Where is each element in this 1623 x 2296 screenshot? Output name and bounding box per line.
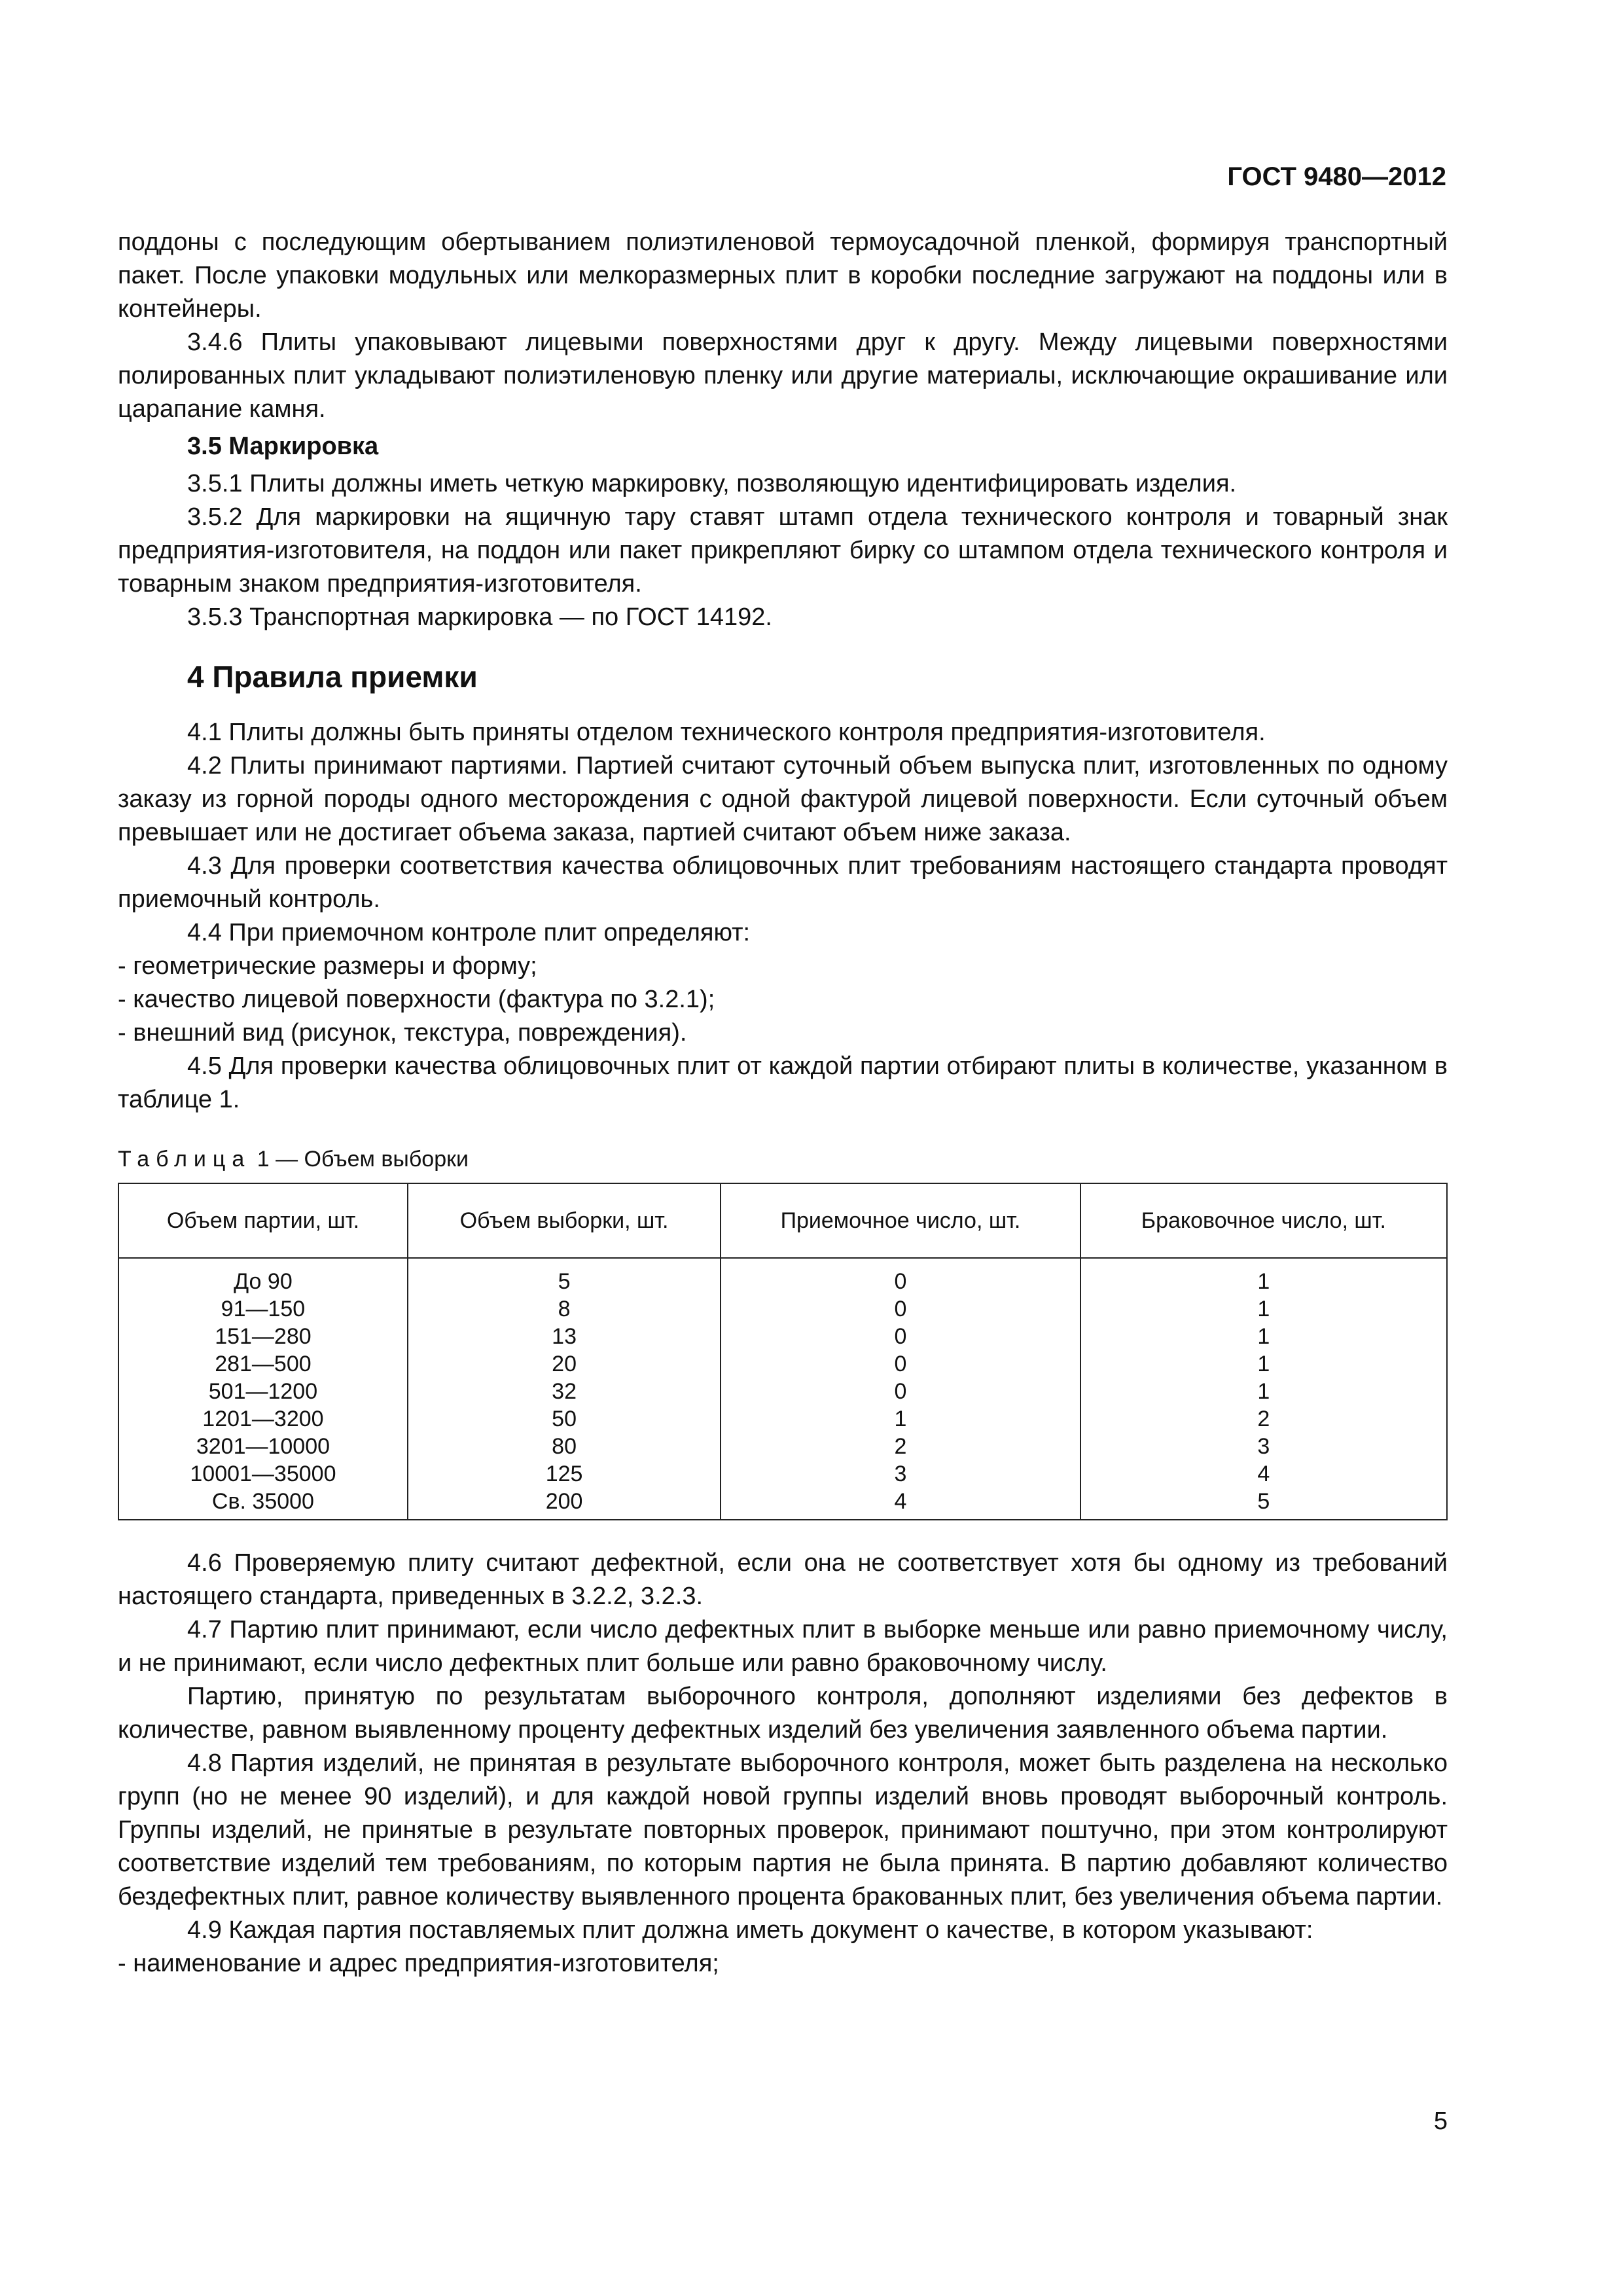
section-title: 4 Правила приемки bbox=[187, 660, 478, 694]
table-row bbox=[118, 1488, 1447, 1520]
table-cell: 1 bbox=[1080, 1258, 1447, 1295]
table-cell: 4 bbox=[1080, 1460, 1447, 1488]
table-header-cell: Браковочное число, шт. bbox=[1080, 1183, 1447, 1258]
table-cell: 32 bbox=[408, 1378, 721, 1405]
table-header-cell: Объем партии, шт. bbox=[118, 1183, 408, 1258]
table-caption bbox=[118, 1143, 1448, 1176]
paragraph: 4.1 Плиты должны быть приняты отделом технического контроля предприятия-изготовителя. bbox=[187, 719, 1266, 746]
paragraph: 4.5 Для проверки качества облицовочных плит от каждой партии отбирают плиты в количестве, указанном в таблице 1. bbox=[118, 1052, 1448, 1113]
table-cell: 281—500 bbox=[118, 1350, 408, 1378]
table-cell: 0 bbox=[721, 1350, 1080, 1378]
list-item: - качество лицевой поверхности (фактура по 3.2.1); bbox=[118, 986, 715, 1013]
list-item: - наименование и адрес предприятия-изготовителя; bbox=[118, 1950, 719, 1977]
table-cell: 200 bbox=[408, 1488, 721, 1520]
table-cell: 1 bbox=[1080, 1323, 1447, 1350]
table-cell: 151—280 bbox=[118, 1323, 408, 1350]
table-cell: 5 bbox=[408, 1258, 721, 1295]
paragraph: 4.9 Каждая партия поставляемых плит должна иметь документ о качестве, в котором указывают: bbox=[187, 1916, 1313, 1944]
table-cell: 1 bbox=[721, 1405, 1080, 1433]
document-id-header: ГОСТ 9480—2012 bbox=[1227, 162, 1446, 191]
table-cell: 13 bbox=[408, 1323, 721, 1350]
table-row bbox=[118, 1258, 1447, 1295]
table-cell: 5 bbox=[1080, 1488, 1447, 1520]
table-row bbox=[118, 1405, 1447, 1433]
page-content bbox=[118, 226, 1448, 1981]
table-caption-label: Таблица bbox=[118, 1147, 251, 1172]
table-cell: 125 bbox=[408, 1460, 721, 1488]
paragraph: 4.2 Плиты принимают партиями. Партией считают суточный объем выпуска плит, изготовленных по одному заказу из горной породы одного месторождения с одной фактурой лицевой поверхности. Если суточный объем превышает или не достигает объема заказа, партией считают объем ниже заказа. bbox=[118, 752, 1448, 846]
paragraph: 4.8 Партия изделий, не принятая в результате выборочного контроля, может быть разделена на несколько групп (но не менее 90 изделий), и для каждой новой группы изделий вновь проводят выборочный контроль. Группы изделий, не принятые в результате повторных проверок, принимают поштучно, при этом контролируют соответствие изделий тем требованиям, по которым партия не была принята. В партию добавляют количество бездефектных плит, равное количеству выявленного процента бракованных плит, без увеличения объема партии. bbox=[118, 1749, 1448, 1910]
table-cell: 10001—35000 bbox=[118, 1460, 408, 1488]
table-cell: 0 bbox=[721, 1378, 1080, 1405]
table-cell: 0 bbox=[721, 1295, 1080, 1323]
table-row bbox=[118, 1460, 1447, 1488]
table-cell: 1 bbox=[1080, 1350, 1447, 1378]
paragraph: 3.4.6 Плиты упаковывают лицевыми поверхностями друг к другу. Между лицевыми поверхностями полированных плит укладывают полиэтиленовую пленку или другие материалы, исключающие окрашивание или царапание камня. bbox=[118, 329, 1448, 423]
table-cell: 501—1200 bbox=[118, 1378, 408, 1405]
table-cell: 3201—10000 bbox=[118, 1433, 408, 1460]
table-caption-text: 1 — Объем выборки bbox=[251, 1147, 469, 1172]
table-cell: 8 bbox=[408, 1295, 721, 1323]
table-row bbox=[118, 1323, 1447, 1350]
list-item: - геометрические размеры и форму; bbox=[118, 952, 537, 980]
sample-size-table bbox=[118, 1183, 1448, 1520]
list-item: - внешний вид (рисунок, текстура, повреждения). bbox=[118, 1019, 687, 1047]
table-row bbox=[118, 1433, 1447, 1460]
table-header-cell: Приемочное число, шт. bbox=[721, 1183, 1080, 1258]
table-cell: 3 bbox=[721, 1460, 1080, 1488]
table-cell: 2 bbox=[1080, 1405, 1447, 1433]
table-cell: 91—150 bbox=[118, 1295, 408, 1323]
table-header-cell: Объем выборки, шт. bbox=[408, 1183, 721, 1258]
table-cell: Св. 35000 bbox=[118, 1488, 408, 1520]
paragraph: Партию, принятую по результатам выборочного контроля, дополняют изделиями без дефектов в количестве, равном выявленному проценту дефектных изделий без увеличения заявленного объема партии. bbox=[118, 1683, 1448, 1744]
table-cell: 1 bbox=[1080, 1295, 1447, 1323]
paragraph: 3.5.2 Для маркировки на ящичную тару ставят штамп отдела технического контроля и товарный знак предприятия-изготовителя, на поддон или пакет прикрепляют бирку со штампом отдела технического контроля и товарным знаком предприятия-изготовителя. bbox=[118, 503, 1448, 598]
table-cell: 3 bbox=[1080, 1433, 1447, 1460]
table-cell: 2 bbox=[721, 1433, 1080, 1460]
paragraph: поддоны с последующим обертыванием полиэтиленовой термоусадочной пленкой, формируя транспортный пакет. После упаковки модульных или мелкоразмерных плит в коробки последние загружают на поддоны или в контейнеры. bbox=[118, 228, 1448, 323]
table-cell: 1 bbox=[1080, 1378, 1447, 1405]
paragraph: 3.5.3 Транспортная маркировка — по ГОСТ 14192. bbox=[187, 603, 772, 631]
table-row bbox=[118, 1295, 1447, 1323]
table-cell: До 90 bbox=[118, 1258, 408, 1295]
table-cell: 80 bbox=[408, 1433, 721, 1460]
paragraph: 4.4 При приемочном контроле плит определяют: bbox=[187, 919, 751, 946]
paragraph: 4.6 Проверяемую плиту считают дефектной, если она не соответствует хотя бы одному из требований настоящего стандарта, приведенных в 3.2.2, 3.2.3. bbox=[118, 1549, 1448, 1610]
subsection-title: 3.5 Маркировка bbox=[187, 433, 379, 460]
table-row bbox=[118, 1350, 1447, 1378]
paragraph: 4.7 Партию плит принимают, если число дефектных плит в выборке меньше или равно приемочному числу, и не принимают, если число дефектных плит больше или равно браковочному числу. bbox=[118, 1616, 1448, 1677]
table-cell: 50 bbox=[408, 1405, 721, 1433]
table-cell: 20 bbox=[408, 1350, 721, 1378]
paragraph: 4.3 Для проверки соответствия качества облицовочных плит требованиям настоящего стандарта проводят приемочный контроль. bbox=[118, 852, 1448, 913]
table-cell: 1201—3200 bbox=[118, 1405, 408, 1433]
table-cell: 4 bbox=[721, 1488, 1080, 1520]
page-number: 5 bbox=[1433, 2108, 1448, 2135]
table-cell: 0 bbox=[721, 1258, 1080, 1295]
paragraph: 3.5.1 Плиты должны иметь четкую маркировку, позволяющую идентифицировать изделия. bbox=[187, 470, 1237, 497]
table-cell: 0 bbox=[721, 1323, 1080, 1350]
table-row bbox=[118, 1378, 1447, 1405]
